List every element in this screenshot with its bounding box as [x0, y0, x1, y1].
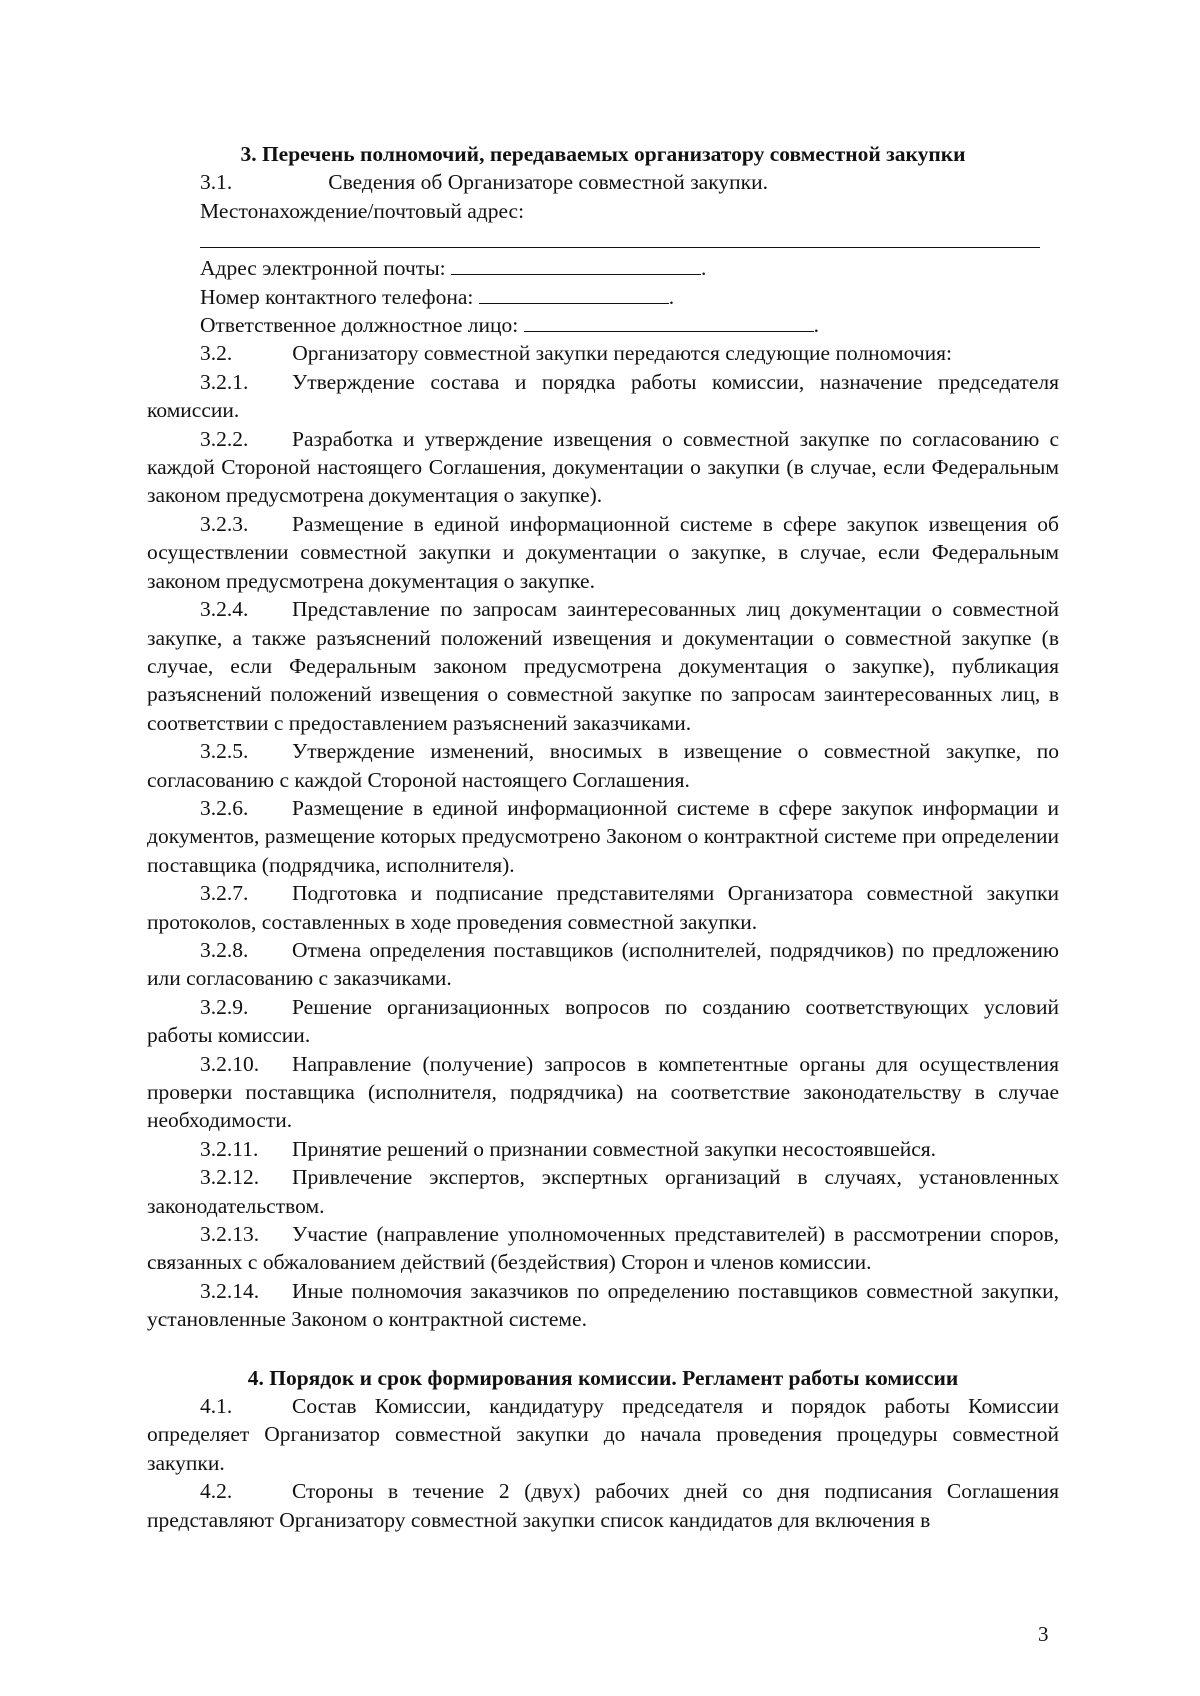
item-number: 4.2.: [200, 1479, 233, 1504]
item-number: 3.2.3.: [200, 511, 249, 536]
email-label: Адрес электронной почты:: [200, 256, 446, 281]
item-number: 3.2.6.: [200, 795, 249, 820]
item-3-2-14: [147, 1277, 1059, 1334]
item-text: Утверждение состава и порядка работы комиссии, назначение председателя комиссии.: [147, 369, 1059, 423]
item-3-2-3: [147, 510, 1059, 595]
item-3-2-8: [147, 936, 1059, 993]
item-text: Иные полномочия заказчиков по определению поставщиков совместной закупки, установленные Законом о контрактной системе.: [147, 1278, 1059, 1332]
item-number: 3.2.8.: [200, 937, 249, 962]
item-text: Утверждение изменений, вносимых в извещение о совместной закупке, по согласованию с каждой Стороной настоящего Соглашения.: [147, 739, 1059, 792]
item-number: 3.2.14.: [200, 1278, 260, 1303]
document-page: [147, 140, 1059, 1534]
item-3-2-6: [147, 794, 1059, 879]
email-row: Адрес электронной почты: .: [200, 256, 707, 281]
email-blank-line: [451, 254, 701, 275]
item-text: Разработка и утверждение извещения о совместной закупке по согласованию с каждой Стороной настоящего Соглашения, документации о закупки (в случае, если Федеральным законом предусмотрена документация о закупке).: [147, 426, 1059, 508]
item-text: Привлечение экспертов, экспертных организаций в случаях, установленных законодательством.: [147, 1165, 1059, 1218]
item-number: 3.2.13.: [200, 1222, 260, 1247]
item-number: 3.2.5.: [200, 739, 249, 764]
item-3-2-12: [147, 1163, 1059, 1220]
phone-label: Номер контактного телефона:: [200, 284, 474, 309]
official-row: Ответственное должностное лицо: .: [200, 313, 819, 338]
section-3-heading: 3. Перечень полномочий, передаваемых организатору совместной закупки: [240, 142, 966, 166]
item-3-1-number: 3.1.: [200, 170, 233, 195]
item-4-1: [147, 1392, 1059, 1477]
official-label: Ответственное должностное лицо:: [200, 313, 519, 338]
item-text: Отмена определения поставщиков (исполнителей, подрядчиков) по предложению или согласованию с заказчиками.: [147, 937, 1059, 991]
phone-blank-line: [479, 283, 669, 304]
item-text: Размещение в единой информационной системе в сфере закупок извещения об осуществлении совместной закупки и документации о закупке, в случае, если Федеральным законом предусмотрена документация о закупке.: [147, 511, 1059, 593]
page-number: 3: [1038, 1622, 1049, 1646]
item-text: Размещение в единой информационной системе в сфере закупок информации и документов, размещение которых предусмотрено Законом о контрактной системе при определении поставщика (подрядчика, исполнителя).: [147, 795, 1059, 877]
item-number: 3.2.10.: [200, 1051, 260, 1076]
item-text: Принятие решений о признании совместной закупки несостоявшейся.: [292, 1136, 937, 1161]
item-3-2-text: Организатору совместной закупки передаются следующие полномочия:: [292, 341, 952, 366]
address-blank-line: [200, 225, 1040, 248]
item-3-2-5: [147, 737, 1059, 794]
item-4-2: [147, 1477, 1059, 1534]
item-3-2: [147, 339, 1059, 367]
item-3-2-2: [147, 425, 1059, 510]
section-4-heading: 4. Порядок и срок формирования комиссии. Регламент работы комиссии: [247, 1365, 959, 1390]
item-number: 3.2.2.: [200, 426, 249, 451]
item-text: Участие (направление уполномоченных представителей) в рассмотрении споров, связанных с обжалованием действий (бездействия) Сторон и членов комиссии.: [147, 1222, 1059, 1275]
item-number: 3.2.4.: [200, 597, 249, 622]
item-number: 3.2.1.: [200, 369, 249, 394]
item-text: Представление по запросам заинтересованных лиц документации о совместной закупке, а также разъяснений положений извещения и документации о совместной закупке (в случае, если Федеральным законом предусмотрена документация о закупке), публикация разъяснений положений извещения о совместной закупке по запросам заинтересованных лиц, в соответствии с предоставлением разъяснений заказчиками.: [147, 597, 1059, 735]
item-3-2-9: [147, 993, 1059, 1050]
item-text: Подготовка и подписание представителями Организатора совместной закупки протоколов, составленных в ходе проведения совместной закупки.: [147, 881, 1059, 934]
address-label: Местонахождение/почтовый адрес:: [200, 198, 525, 223]
item-number: 3.2.9.: [200, 994, 249, 1019]
item-3-2-7: [147, 879, 1059, 936]
item-3-2-11: [147, 1135, 1059, 1163]
phone-row: Номер контактного телефона: .: [200, 284, 675, 309]
item-3-1-text: Сведения об Организаторе совместной закупки.: [328, 170, 768, 195]
item-number: 3.2.12.: [200, 1165, 260, 1190]
official-blank-line: [524, 311, 814, 332]
item-3-2-10: [147, 1050, 1059, 1135]
item-3-1: [147, 168, 1059, 196]
item-3-2-13: [147, 1220, 1059, 1277]
item-number: 3.2.11.: [200, 1136, 259, 1161]
item-number: 4.1.: [200, 1394, 233, 1419]
item-number: 3.2.7.: [200, 881, 249, 906]
item-3-2-1: [147, 368, 1059, 425]
item-3-2-number: 3.2.: [200, 341, 233, 366]
item-text: Решение организационных вопросов по созданию соответствующих условий работы комиссии.: [147, 994, 1059, 1048]
item-3-2-4: [147, 595, 1059, 737]
item-text: Стороны в течение 2 (двух) рабочих дней со дня подписания Соглашения представляют Организатору совместной закупки список кандидатов для включения в: [147, 1479, 1059, 1532]
item-text: Состав Комиссии, кандидатуру председателя и порядок работы Комиссии определяет Организатор совместной закупки до начала проведения процедуры совместной закупки.: [147, 1394, 1059, 1475]
item-text: Направление (получение) запросов в компетентные органы для осуществления проверки поставщика (исполнителя, подрядчика) на соответствие законодательству в случае необходимости.: [147, 1051, 1059, 1133]
